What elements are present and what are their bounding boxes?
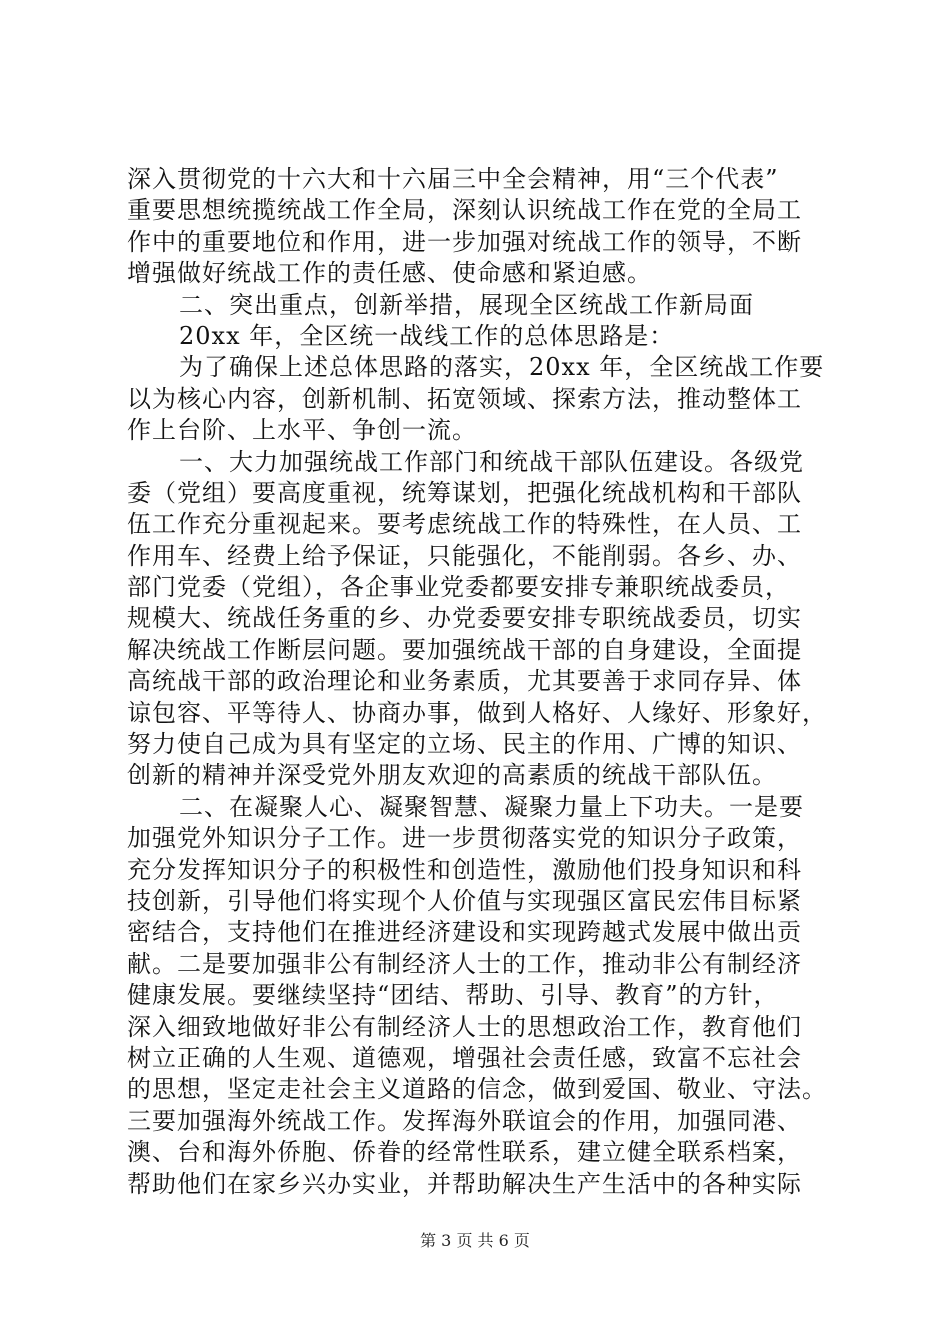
text-line: 深入细致地做好非公有制经济人士的思想政治工作，教育他们	[127, 1012, 802, 1041]
text-line: 解决统战工作断层问题。要加强统战干部的自身建设，全面提	[127, 635, 802, 664]
text-line: 技创新，引导他们将实现个人价值与实现强区富民宏伟目标紧	[127, 886, 802, 915]
text-line: 深入贯彻党的十六大和十六届三中全会精神，用“三个代表”	[127, 165, 779, 193]
page-footer: 第 3 页 共 6 页	[420, 1231, 530, 1250]
text-line: 规模大、统战任务重的乡、办党委要安排专职统战委员，切实	[127, 604, 802, 633]
text-line: 以为核心内容，创新机制、拓宽领域、探索方法，推动整体工	[127, 384, 802, 413]
text-line: 的思想，坚定走社会主义道路的信念，做到爱国、敬业、守法。	[127, 1075, 827, 1104]
text-line: 作上台阶、上水平、争创一流。	[127, 416, 477, 445]
text-line: 加强党外知识分子工作。进一步贯彻落实党的知识分子政策，	[127, 824, 802, 853]
text-line: 一、大力加强统战工作部门和统战干部队伍建设。各级党	[179, 447, 804, 476]
text-line: 伍工作充分重视起来。要考虑统战工作的特殊性，在人员、工	[127, 510, 802, 539]
text-line: 委（党组）要高度重视，统筹谋划，把强化统战机构和干部队	[127, 478, 802, 507]
text-line: 二、突出重点，创新举措，展现全区统战工作新局面	[179, 290, 754, 319]
text-line: 创新的精神并深受党外朋友欢迎的高素质的统战干部队伍。	[127, 761, 777, 790]
text-line: 二、在凝聚人心、凝聚智慧、凝聚力量上下功夫。一是要	[179, 792, 804, 821]
text-line: 树立正确的人生观、道德观，增强社会责任感，致富不忘社会	[127, 1043, 802, 1072]
text-line: 重要思想统揽统战工作全局，深刻认识统战工作在党的全局工	[127, 196, 802, 225]
text-line: 密结合，支持他们在推进经济建设和实现跨越式发展中做出贡	[127, 918, 802, 947]
text-line: 部门党委（党组），各企事业党委都要安排专兼职统战委员，	[127, 573, 790, 602]
text-line: 谅包容、平等待人、协商办事，做到人格好、人缘好、形象好，	[127, 698, 827, 727]
text-line: 高统战干部的政治理论和业务素质，尤其要善于求同存异、体	[127, 667, 802, 696]
text-line: 充分发挥知识分子的积极性和创造性，激励他们投身知识和科	[127, 855, 802, 884]
text-line: 作中的重要地位和作用，进一步加强对统战工作的领导，不断	[127, 227, 802, 256]
text-line: 20xx 年，全区统一战线工作的总体思路是：	[179, 321, 675, 350]
text-line: 帮助他们在家乡兴办实业，并帮助解决生产生活中的各种实际	[127, 1169, 802, 1198]
text-line: 努力使自己成为具有坚定的立场、民主的作用、广博的知识、	[127, 730, 802, 759]
text-line: 三要加强海外统战工作。发挥海外联谊会的作用，加强同港、	[127, 1106, 802, 1135]
text-line: 为了确保上述总体思路的落实，20xx 年，全区统战工作要	[179, 353, 825, 382]
text-line: 作用车、经费上给予保证，只能强化，不能削弱。各乡、办、	[127, 541, 802, 570]
document-body	[127, 164, 827, 1200]
text-line: 献。二是要加强非公有制经济人士的工作，推动非公有制经济	[127, 949, 802, 978]
text-line: 健康发展。要继续坚持“团结、帮助、引导、教育”的方针，	[127, 981, 779, 1010]
text-line: 澳、台和海外侨胞、侨眷的经常性联系，建立健全联系档案，	[127, 1138, 802, 1167]
text-line: 增强做好统战工作的责任感、使命感和紧迫感。	[127, 259, 652, 288]
